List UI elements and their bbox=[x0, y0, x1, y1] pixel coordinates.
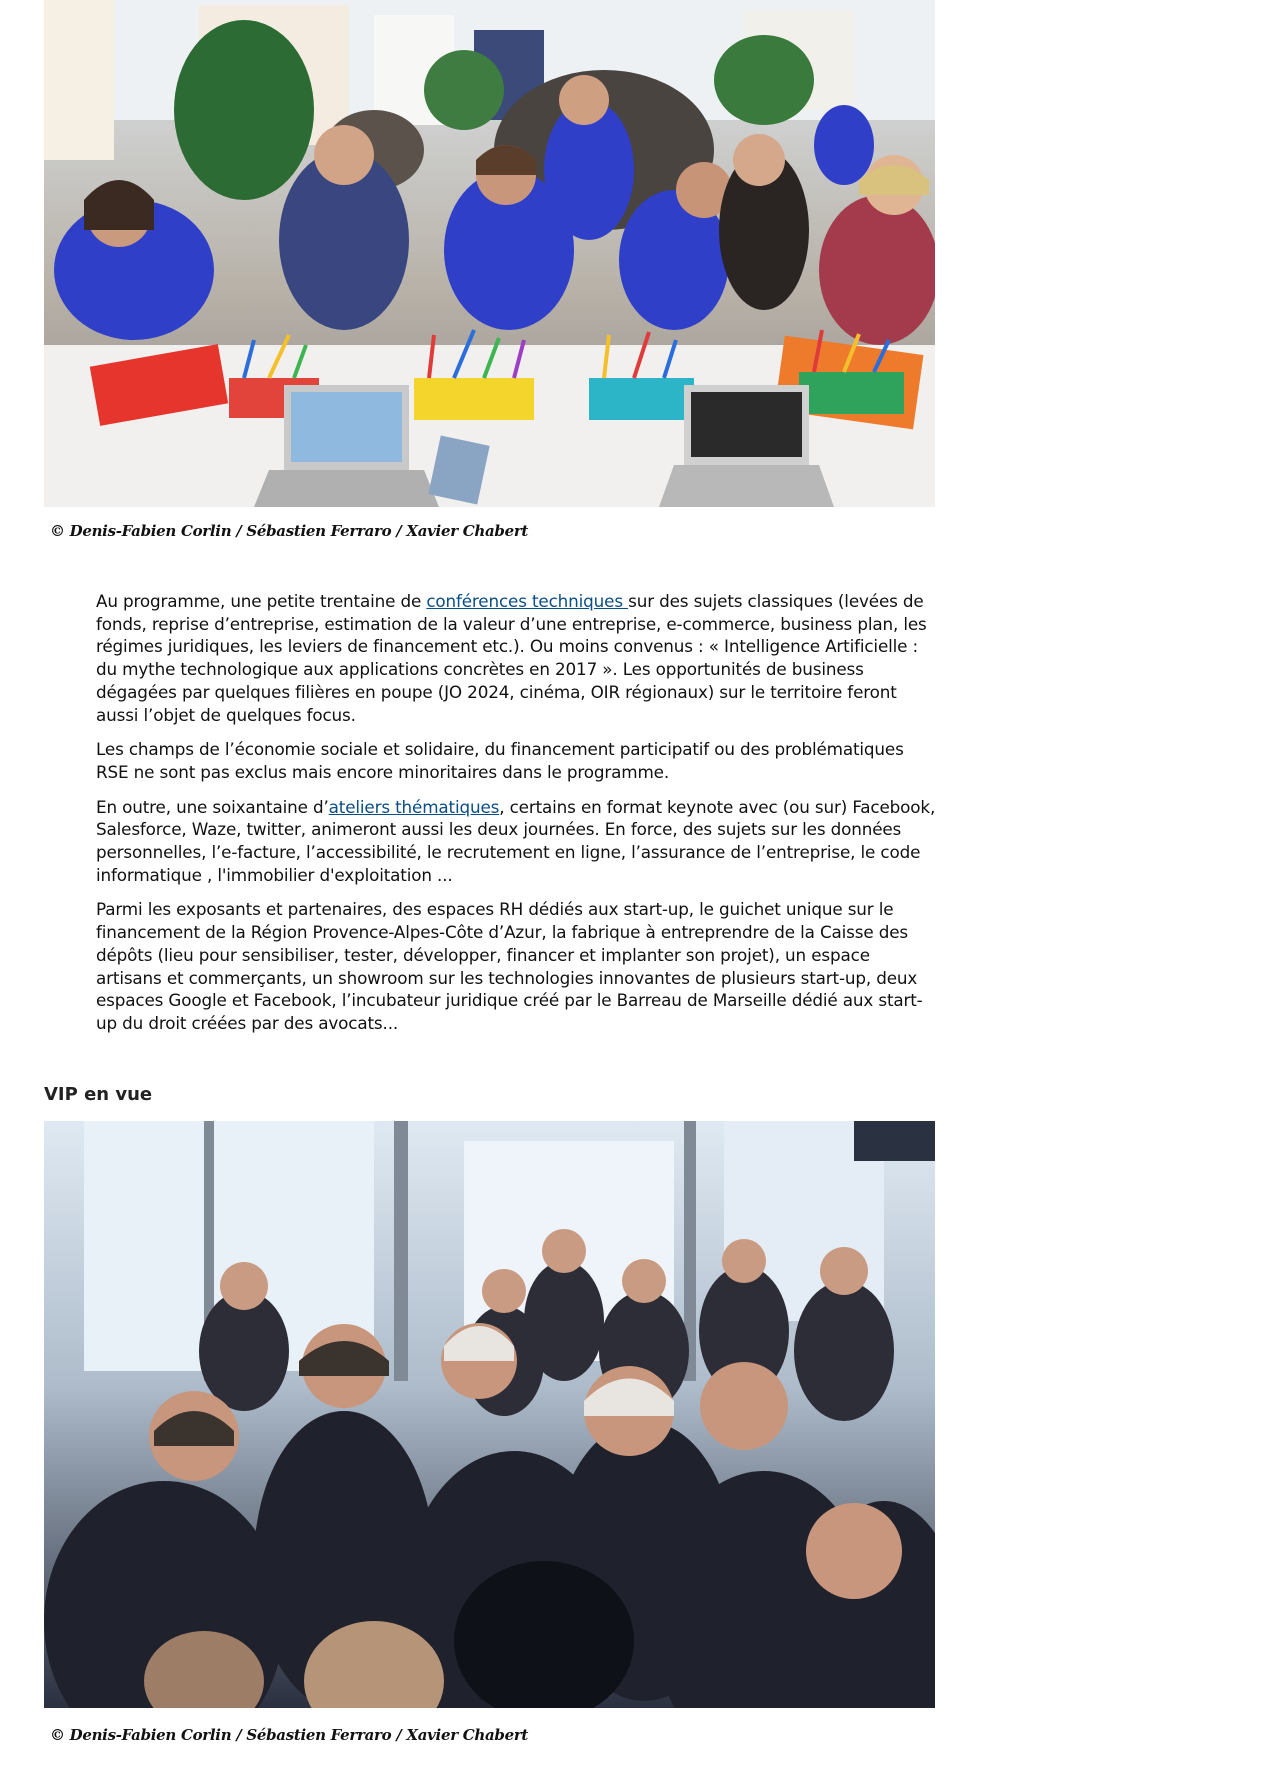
conferences-link[interactable]: conférences techniques bbox=[426, 591, 629, 611]
google-stand-photo bbox=[44, 0, 935, 507]
paragraph-ateliers: En outre, une soixantaine d’ateliers thématiques, certains en format keynote avec (ou sur) Facebook, Salesforce, Waze, twitter, animeront aussi les deux journées. En force, des sujets sur les données personnelles, l’e-facture, l’accessibilité, le recrutement en ligne, l’assurance de l’entreprise, le code informatique , l'immobilier d'exploitation ... bbox=[96, 796, 936, 885]
paragraph-programme: Au programme, une petite trentaine de conférences techniques sur des sujets classiques (levées de fonds, reprise d’entreprise, estimation de la valeur d’une entreprise, e-commerce, business plan, les régimes juridiques, les leviers de financement etc.). Ou moins convenus : « Intelligence Artificielle : du mythe technologique aux applications concrètes en 2017 ». Les opportunités de business dégagées par quelques filières en poupe (JO 2024, cinéma, OIR régionaux) sur le territoire feront aussi l’objet de quelques focus. bbox=[96, 591, 927, 725]
section-heading: VIP en vue bbox=[44, 1084, 153, 1105]
vip-crowd-photo bbox=[44, 1121, 935, 1708]
paragraph-exposants: Parmi les exposants et partenaires, des espaces RH dédiés aux start-up, le guichet unique sur le financement de la Région Provence-Alpes-Côte d’Azur, la fabrique à entreprendre de la Caisse des dépôts (lieu pour sensibiliser, tester, développer, financer et implanter son projet), un espace artisans et commerçants, un showroom sur les technologies innovantes de plusieurs start-up, deux espaces Google et Facebook, l’incubateur juridique créé par le Barreau de Marseille dédié aux start-up du droit créées par des avocats... bbox=[96, 899, 923, 1033]
paragraph-ess: Les champs de l’économie sociale et solidaire, du financement participatif ou des problématiques RSE ne sont pas exclus mais encore minoritaires dans le programme. bbox=[96, 739, 904, 782]
photo-credit: © Denis-Fabien Corlin / Sébastien Ferraro / Xavier Chabert bbox=[50, 522, 529, 540]
photo-credit: © Denis-Fabien Corlin / Sébastien Ferraro / Xavier Chabert bbox=[50, 1726, 529, 1744]
article-body bbox=[96, 590, 936, 1047]
ateliers-link[interactable]: ateliers thématiques bbox=[328, 796, 500, 817]
